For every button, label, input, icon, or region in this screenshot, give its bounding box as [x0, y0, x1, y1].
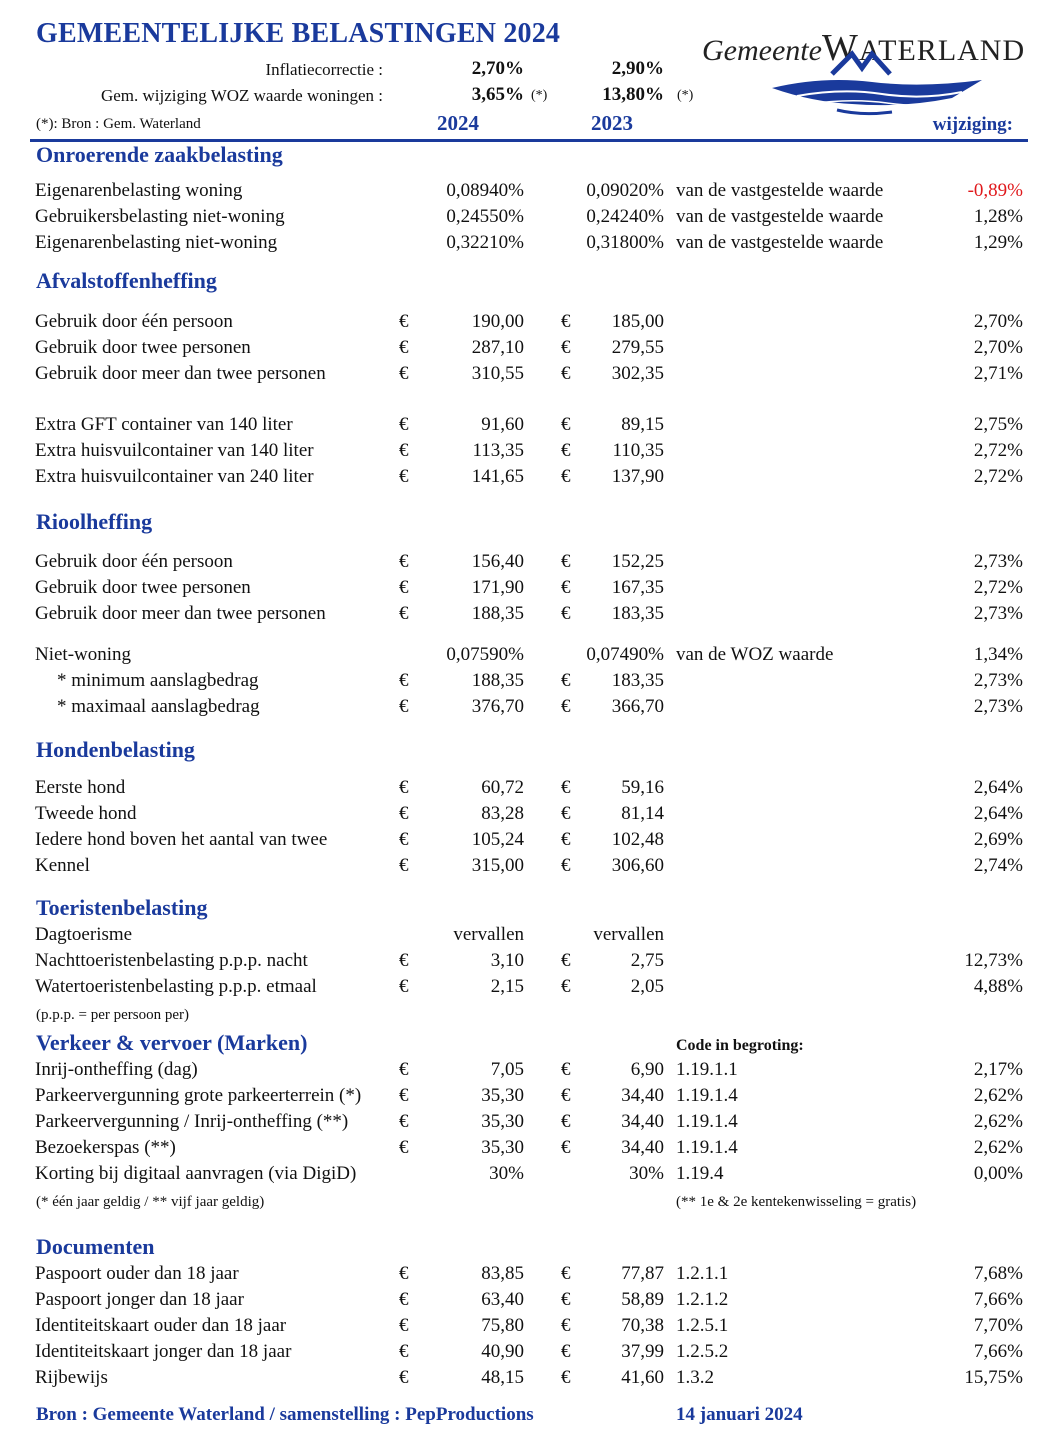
row-note: 1.19.1.4 [676, 1137, 738, 1158]
currency-2023: € [561, 414, 571, 435]
row-note: 1.2.5.1 [676, 1315, 729, 1336]
row-note: van de vastgestelde waarde [676, 206, 884, 227]
value-2023: 2,75 [630, 950, 664, 971]
currency-2024: € [399, 466, 409, 487]
change-value: 2,70% [973, 337, 1023, 358]
currency-2023: € [561, 603, 571, 624]
currency-2024: € [399, 1367, 409, 1388]
currency-2023: € [561, 1263, 571, 1284]
value-2024: 141,65 [471, 466, 524, 487]
value-2023: 102,48 [611, 829, 664, 850]
table-row [0, 232, 1053, 258]
table-row [0, 1341, 1053, 1367]
currency-2024: € [399, 363, 409, 384]
row-label: Tweede hond [35, 803, 137, 824]
value-2024: 287,10 [471, 337, 524, 358]
table-row [0, 976, 1053, 1002]
section-title-ozb: Onroerende zaakbelasting [36, 142, 283, 167]
currency-2024: € [399, 950, 409, 971]
value-2024: 83,28 [481, 803, 524, 824]
currency-2023: € [561, 440, 571, 461]
row-note: 1.19.1.1 [676, 1059, 738, 1080]
change-value: 15,75% [964, 1367, 1023, 1388]
value-2024: 156,40 [471, 551, 524, 572]
row-label: Eerste hond [35, 777, 126, 798]
value-2024: 105,24 [471, 829, 524, 850]
row-label: Rijbewijs [35, 1367, 108, 1388]
section-title-documenten: Documenten [36, 1234, 155, 1259]
change-value: 2,73% [973, 603, 1023, 624]
value-2024: 315,00 [471, 855, 524, 876]
value-2024: 0,32210% [446, 232, 524, 253]
footnote-kenteken: (** 1e & 2e kentekenwisseling = gratis) [676, 1194, 917, 1210]
change-value: 0,00% [973, 1163, 1023, 1184]
change-value: 2,72% [973, 577, 1023, 598]
table-row [0, 337, 1053, 363]
row-label: Extra huisvuilcontainer van 140 liter [35, 440, 314, 461]
row-label: Eigenarenbelasting niet-woning [35, 232, 278, 253]
row-label: Eigenarenbelasting woning [35, 180, 243, 201]
value-2024: 0,08940% [446, 180, 524, 201]
currency-2023: € [561, 1367, 571, 1388]
row-note: 1.2.1.2 [676, 1289, 729, 1310]
value-2024: 171,90 [471, 577, 524, 598]
value-2023: 0,07490% [586, 644, 664, 665]
value-2023: 37,99 [621, 1341, 664, 1362]
table-row [0, 696, 1053, 722]
value-2023: 41,60 [621, 1367, 664, 1388]
currency-2023: € [561, 950, 571, 971]
table-row [0, 1289, 1053, 1315]
value-2023: 167,35 [611, 577, 664, 598]
table-row [0, 1085, 1053, 1111]
year-2024-header: 2024 [437, 111, 479, 135]
change-value: 7,66% [973, 1341, 1023, 1362]
row-label: * minimum aanslagbedrag [57, 670, 259, 691]
table-row [0, 551, 1053, 577]
change-value: 2,73% [973, 696, 1023, 717]
currency-2024: € [399, 1059, 409, 1080]
row-label: Paspoort jonger dan 18 jaar [35, 1289, 244, 1310]
year-2023-header: 2023 [591, 111, 633, 135]
value-2023: 183,35 [611, 603, 664, 624]
table-row [0, 603, 1053, 629]
value-2024: 188,35 [471, 670, 524, 691]
currency-2023: € [561, 337, 571, 358]
table-row [0, 829, 1053, 855]
value-2024: 0,07590% [446, 644, 524, 665]
row-note: van de vastgestelde waarde [676, 232, 884, 253]
value-2023: 0,31800% [586, 232, 664, 253]
change-value: 2,73% [973, 670, 1023, 691]
value-2024: 190,00 [471, 311, 524, 332]
change-value: 2,70% [973, 311, 1023, 332]
table-row [0, 1059, 1053, 1085]
currency-2024: € [399, 1263, 409, 1284]
row-note: 1.2.1.1 [676, 1263, 729, 1284]
currency-2023: € [561, 855, 571, 876]
row-note: van de WOZ waarde [676, 644, 834, 665]
table-row [0, 855, 1053, 881]
currency-2024: € [399, 670, 409, 691]
value-2023: 89,15 [621, 414, 664, 435]
value-2023: 58,89 [621, 1289, 664, 1310]
change-value: 2,62% [973, 1137, 1023, 1158]
change-value: 2,72% [973, 440, 1023, 461]
woz-2024-note: (*) [531, 88, 548, 103]
currency-2023: € [561, 551, 571, 572]
value-2024: vervallen [453, 924, 524, 945]
row-label: Nachttoeristenbelasting p.p.p. nacht [35, 950, 308, 971]
value-2024: 113,35 [472, 440, 524, 461]
value-2023: 185,00 [611, 311, 664, 332]
value-2023: 152,25 [611, 551, 664, 572]
currency-2024: € [399, 855, 409, 876]
value-2024: 35,30 [481, 1085, 524, 1106]
value-2023: 34,40 [621, 1137, 664, 1158]
value-2023: 2,05 [630, 976, 664, 997]
value-2023: 59,16 [621, 777, 664, 798]
woz-2024: 3,65% [471, 84, 524, 105]
currency-2024: € [399, 1289, 409, 1310]
value-2023: 183,35 [611, 670, 664, 691]
value-2024: 35,30 [481, 1111, 524, 1132]
table-row [0, 1111, 1053, 1137]
woz-label: Gem. wijziging WOZ waarde woningen : [100, 86, 383, 105]
logo-wave-icon [702, 18, 1022, 118]
value-2024: 310,55 [471, 363, 524, 384]
table-row [0, 1163, 1053, 1189]
currency-2024: € [399, 311, 409, 332]
section-title-riool: Rioolheffing [36, 509, 153, 534]
change-value: 1,28% [973, 206, 1023, 227]
value-2023: 77,87 [621, 1263, 664, 1284]
row-label: Gebruik door meer dan twee personen [35, 363, 326, 384]
change-value: -0,89% [967, 180, 1023, 201]
woz-2023: 13,80% [602, 84, 664, 105]
row-label: Gebruik door één persoon [35, 311, 233, 332]
change-value: 4,88% [973, 976, 1023, 997]
row-label: Paspoort ouder dan 18 jaar [35, 1263, 239, 1284]
value-2023: 30% [629, 1163, 664, 1184]
currency-2023: € [561, 1085, 571, 1106]
change-value: 7,70% [973, 1315, 1023, 1336]
change-value: 2,62% [973, 1085, 1023, 1106]
currency-2024: € [399, 1341, 409, 1362]
value-2024: 35,30 [481, 1137, 524, 1158]
currency-2024: € [399, 603, 409, 624]
footnote-validity: (* één jaar geldig / ** vijf jaar geldig) [36, 1194, 265, 1210]
change-value: 2,17% [973, 1059, 1023, 1080]
change-value: 7,66% [973, 1289, 1023, 1310]
value-2024: 48,15 [481, 1367, 524, 1388]
gemeente-waterland-logo [702, 18, 1026, 118]
value-2023: vervallen [593, 924, 664, 945]
currency-2024: € [399, 803, 409, 824]
change-value: 2,72% [973, 466, 1023, 487]
row-label: Gebruikersbelasting niet-woning [35, 206, 285, 227]
row-label: Kennel [35, 855, 90, 876]
change-value: 2,75% [973, 414, 1023, 435]
value-2024: 2,15 [490, 976, 524, 997]
section-title-afval: Afvalstoffenheffing [36, 268, 217, 293]
currency-2023: € [561, 1111, 571, 1132]
currency-2024: € [399, 1085, 409, 1106]
change-value: 2,64% [973, 777, 1023, 798]
row-label: Gebruik door twee personen [35, 577, 251, 598]
change-value: 2,73% [973, 551, 1023, 572]
value-2023: 110,35 [612, 440, 664, 461]
value-2024: 0,24550% [446, 206, 524, 227]
row-note: 1.2.5.2 [676, 1341, 729, 1362]
row-label: Bezoekerspas (**) [35, 1137, 176, 1158]
currency-2024: € [399, 976, 409, 997]
currency-2024: € [399, 1315, 409, 1336]
value-2024: 188,35 [471, 603, 524, 624]
woz-2023-note: (*) [677, 88, 694, 103]
currency-2024: € [399, 577, 409, 598]
footnote-ppp: (p.p.p. = per persoon per) [36, 1007, 189, 1023]
row-note: 1.19.1.4 [676, 1085, 738, 1106]
table-row [0, 206, 1053, 232]
row-label: Gebruik door twee personen [35, 337, 251, 358]
value-2023: 366,70 [611, 696, 664, 717]
row-label: Inrij-ontheffing (dag) [35, 1059, 198, 1080]
table-row [0, 777, 1053, 803]
logo-text: GemeenteWATERLAND [702, 27, 1026, 69]
row-label: Dagtoerisme [35, 924, 133, 945]
currency-2023: € [561, 803, 571, 824]
change-value: 2,62% [973, 1111, 1023, 1132]
currency-2023: € [561, 466, 571, 487]
table-row [0, 311, 1053, 337]
currency-2023: € [561, 1137, 571, 1158]
row-label: Extra huisvuilcontainer van 240 liter [35, 466, 314, 487]
value-2024: 91,60 [481, 414, 524, 435]
row-note: 1.3.2 [676, 1367, 714, 1388]
value-2024: 7,05 [490, 1059, 524, 1080]
value-2023: 81,14 [621, 803, 664, 824]
table-row [0, 644, 1053, 670]
currency-2023: € [561, 670, 571, 691]
change-value: 7,68% [973, 1263, 1023, 1284]
currency-2024: € [399, 337, 409, 358]
value-2024: 60,72 [481, 777, 524, 798]
table-row [0, 180, 1053, 206]
table-row [0, 1263, 1053, 1289]
currency-2023: € [561, 829, 571, 850]
row-label: Parkeervergunning / Inrij-ontheffing (**) [35, 1111, 349, 1132]
value-2024: 3,10 [490, 950, 524, 971]
table-row [0, 803, 1053, 829]
currency-2024: € [399, 551, 409, 572]
page-title: GEMEENTELIJKE BELASTINGEN 2024 [36, 18, 561, 49]
value-2024: 376,70 [471, 696, 524, 717]
change-header: wijziging: [932, 114, 1013, 135]
currency-2023: € [561, 363, 571, 384]
row-label: Parkeervergunning grote parkeerterrein (*) [35, 1085, 362, 1106]
currency-2024: € [399, 1137, 409, 1158]
row-note: 1.19.1.4 [676, 1111, 738, 1132]
code-header: Code in begroting: [676, 1037, 804, 1054]
value-2024: 30% [489, 1163, 524, 1184]
value-2023: 34,40 [621, 1111, 664, 1132]
table-row [0, 924, 1053, 950]
table-row [0, 414, 1053, 440]
table-row [0, 950, 1053, 976]
change-value: 2,64% [973, 803, 1023, 824]
row-label: * maximaal aanslagbedrag [57, 696, 260, 717]
value-2023: 279,55 [611, 337, 664, 358]
table-row [0, 577, 1053, 603]
currency-2024: € [399, 829, 409, 850]
inflation-2024: 2,70% [471, 58, 524, 79]
row-label: Identiteitskaart ouder dan 18 jaar [35, 1315, 287, 1336]
value-2023: 6,90 [630, 1059, 664, 1080]
value-2024: 40,90 [481, 1341, 524, 1362]
table-row [0, 440, 1053, 466]
table-row [0, 1137, 1053, 1163]
value-2023: 137,90 [611, 466, 664, 487]
currency-2023: € [561, 577, 571, 598]
change-value: 1,29% [973, 232, 1023, 253]
table-row [0, 670, 1053, 696]
currency-2023: € [561, 976, 571, 997]
inflation-label: Inflatiecorrectie : [265, 60, 383, 79]
footer-source: Bron : Gemeente Waterland / samenstelling : PepProductions [36, 1404, 534, 1425]
value-2024: 75,80 [481, 1315, 524, 1336]
table-row [0, 1315, 1053, 1341]
section-title-honden: Hondenbelasting [36, 737, 195, 762]
currency-2024: € [399, 1111, 409, 1132]
row-note: van de vastgestelde waarde [676, 180, 884, 201]
value-2024: 63,40 [481, 1289, 524, 1310]
currency-2024: € [399, 777, 409, 798]
currency-2024: € [399, 414, 409, 435]
value-2023: 302,35 [611, 363, 664, 384]
currency-2023: € [561, 1059, 571, 1080]
value-2023: 34,40 [621, 1085, 664, 1106]
currency-2023: € [561, 311, 571, 332]
row-label: Iedere hond boven het aantal van twee [35, 829, 328, 850]
row-label: Niet-woning [35, 644, 132, 665]
row-label: Identiteitskaart jonger dan 18 jaar [35, 1341, 292, 1362]
currency-2023: € [561, 1341, 571, 1362]
table-row [0, 363, 1053, 389]
section-title-toerisme: Toeristenbelasting [36, 895, 208, 920]
source-note: (*): Bron : Gem. Waterland [36, 116, 201, 132]
value-2023: 306,60 [611, 855, 664, 876]
row-label: Korting bij digitaal aanvragen (via DigiD) [35, 1163, 357, 1184]
change-value: 2,74% [973, 855, 1023, 876]
currency-2024: € [399, 696, 409, 717]
currency-2023: € [561, 1289, 571, 1310]
row-label: Extra GFT container van 140 liter [35, 414, 293, 435]
currency-2023: € [561, 1315, 571, 1336]
change-value: 1,34% [973, 644, 1023, 665]
row-note: 1.19.4 [676, 1163, 724, 1184]
currency-2024: € [399, 440, 409, 461]
value-2023: 0,09020% [586, 180, 664, 201]
row-label: Gebruik door meer dan twee personen [35, 603, 326, 624]
row-label: Gebruik door één persoon [35, 551, 233, 572]
change-value: 2,71% [973, 363, 1023, 384]
currency-2023: € [561, 777, 571, 798]
currency-2023: € [561, 696, 571, 717]
section-title-verkeer: Verkeer & vervoer (Marken) [36, 1030, 308, 1055]
table-row [0, 466, 1053, 492]
value-2024: 83,85 [481, 1263, 524, 1284]
value-2023: 70,38 [621, 1315, 664, 1336]
value-2023: 0,24240% [586, 206, 664, 227]
table-row [0, 1367, 1053, 1393]
inflation-2023: 2,90% [611, 58, 664, 79]
change-value: 2,69% [973, 829, 1023, 850]
change-value: 12,73% [964, 950, 1023, 971]
footer-date: 14 januari 2024 [676, 1404, 803, 1425]
row-label: Watertoeristenbelasting p.p.p. etmaal [35, 976, 317, 997]
